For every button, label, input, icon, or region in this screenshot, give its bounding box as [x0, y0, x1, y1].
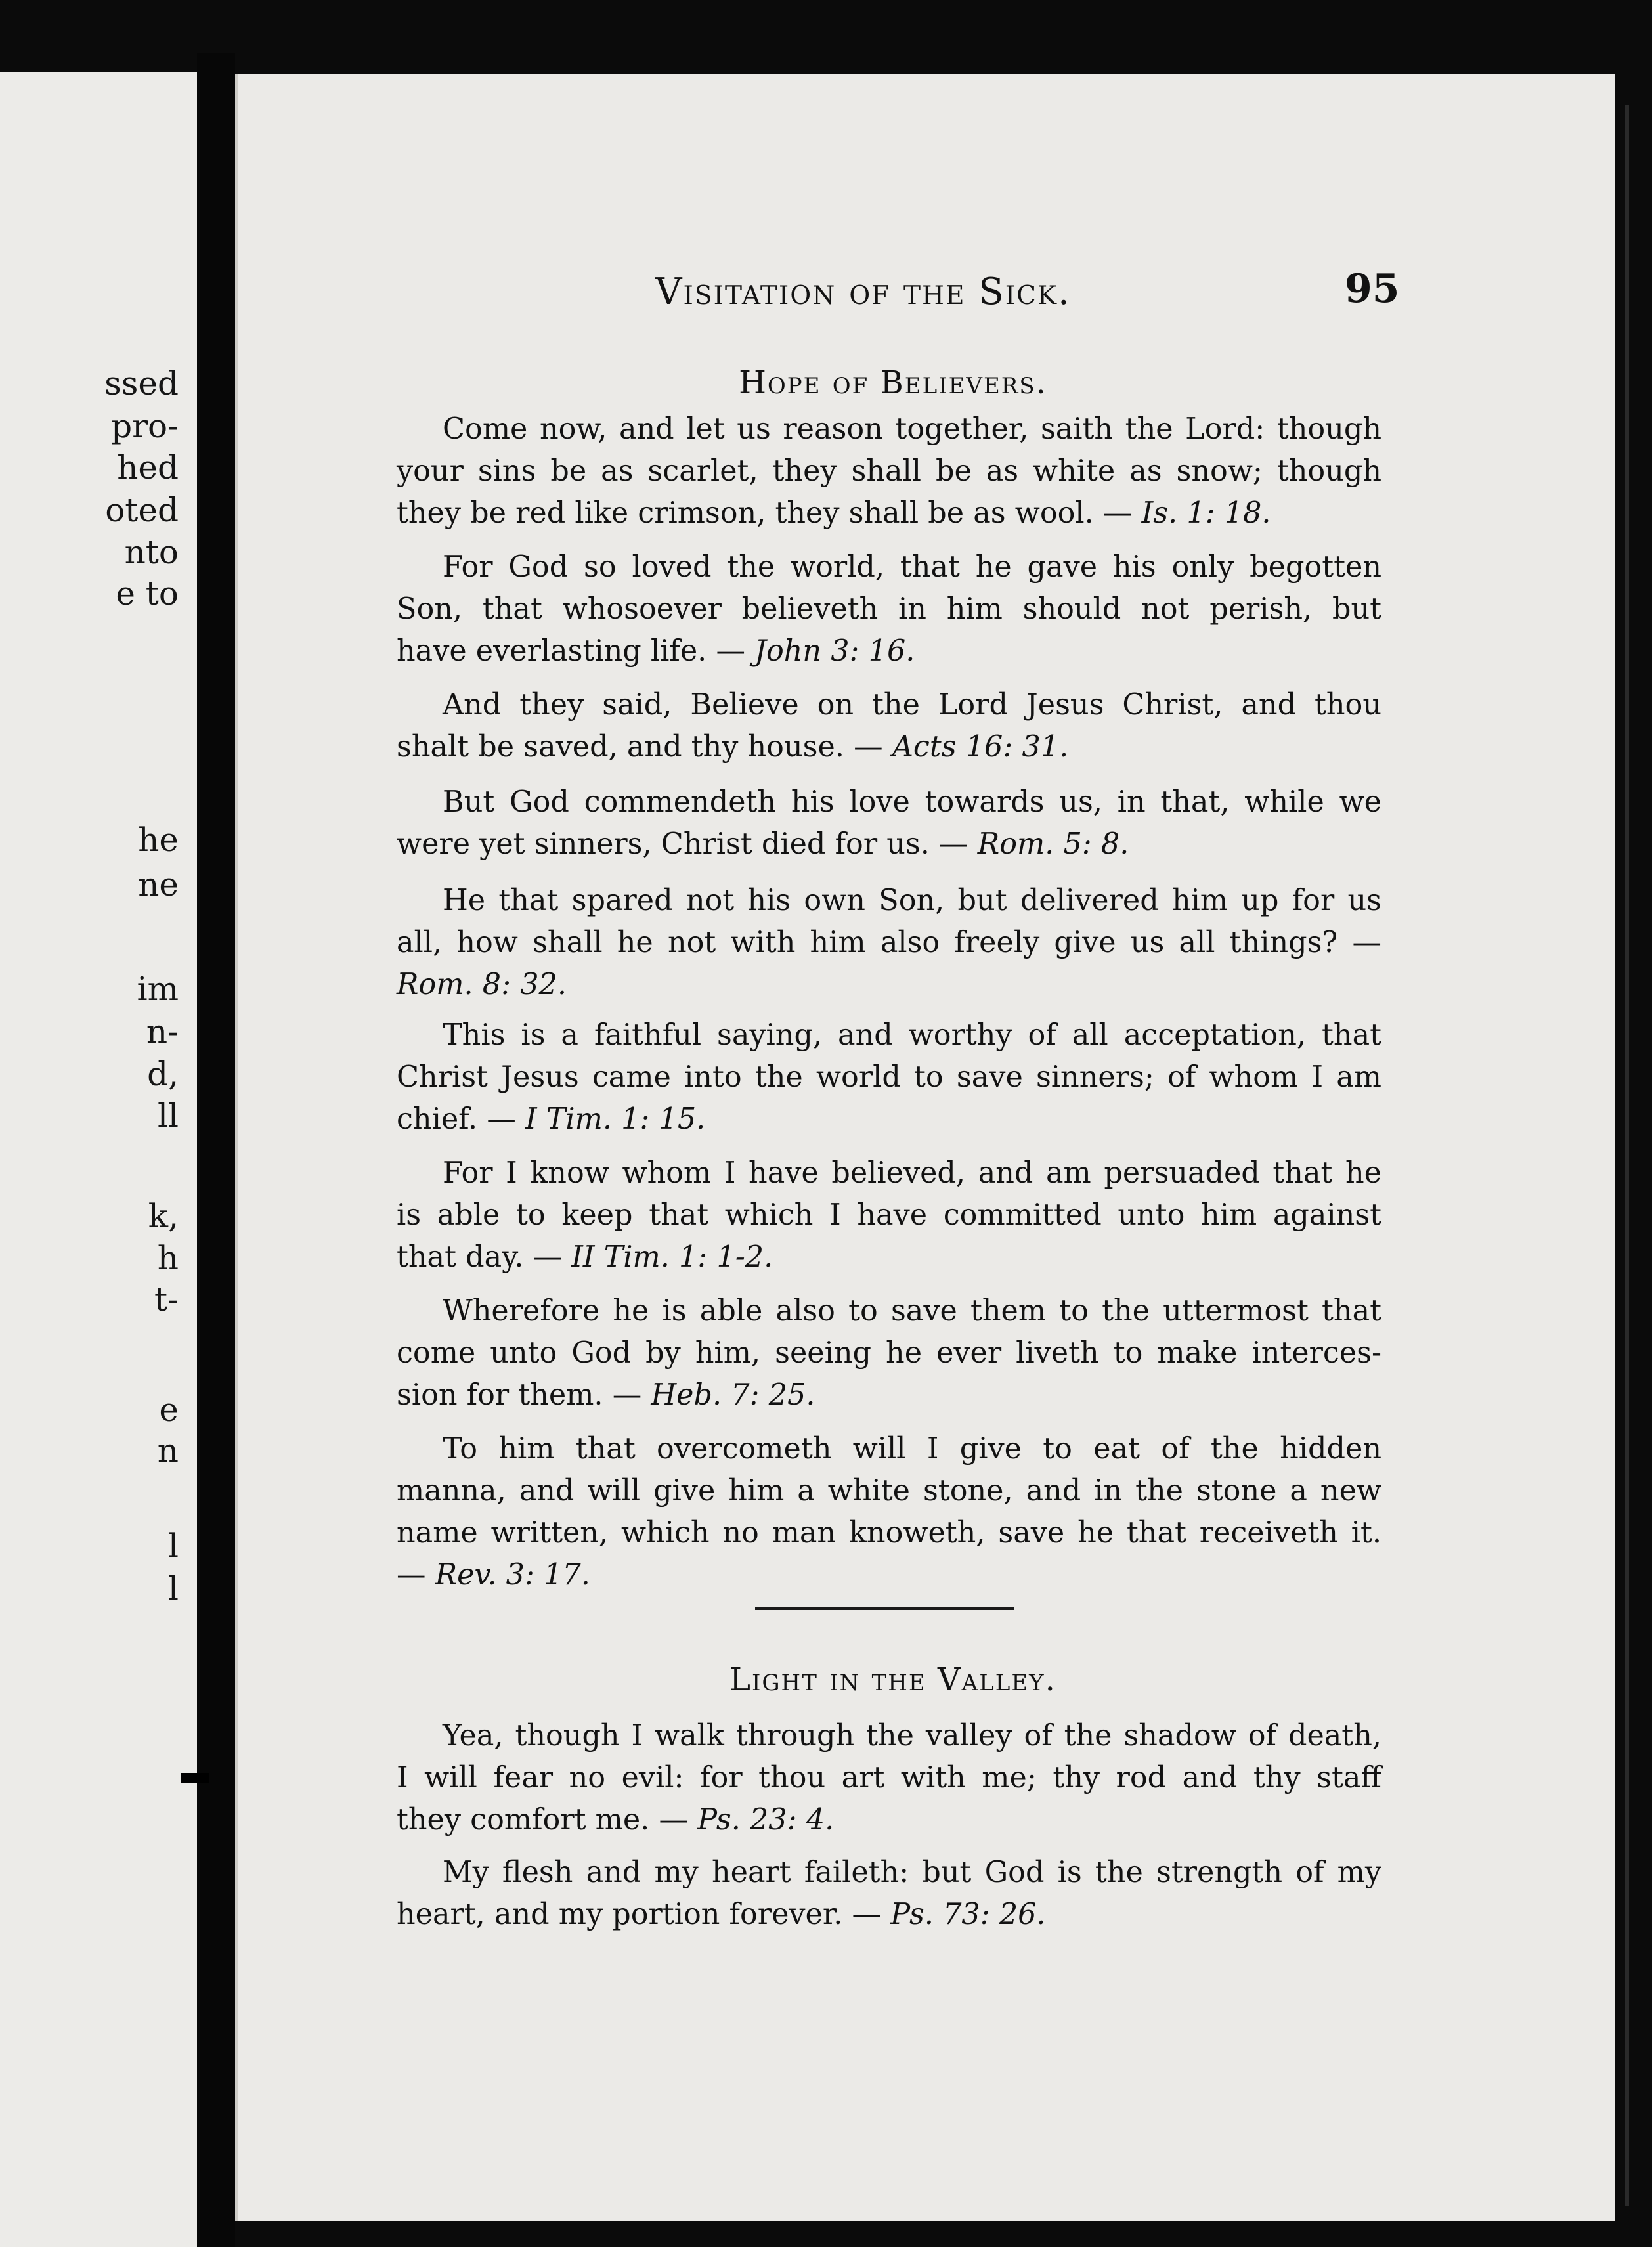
verse	[397, 408, 1381, 534]
left-page-fragment-text: im	[137, 970, 179, 1008]
verse	[397, 684, 1381, 768]
page-number: 95	[1345, 266, 1400, 312]
verse-text: is able to keep that which I have committed unto him against	[397, 1198, 1381, 1232]
verse-text: He that spared not his own Son, but delivered him up for us	[443, 884, 1381, 917]
scripture-reference: Is. 1: 18.	[1141, 496, 1271, 530]
verse-line	[397, 408, 1381, 450]
verse-line	[397, 492, 1381, 534]
verse	[397, 781, 1381, 865]
left-page-fragment-text: ll	[158, 1097, 179, 1135]
scripture-reference: John 3: 16.	[754, 634, 915, 668]
verse-text: chief. —	[397, 1102, 516, 1136]
verse-line	[397, 1014, 1381, 1057]
verse	[397, 546, 1381, 672]
left-page-fragment-text: h	[157, 1239, 179, 1277]
verse-line	[397, 1374, 1381, 1416]
verse-line	[397, 880, 1381, 922]
verse-line	[397, 684, 1381, 726]
verse-text: name written, which no man knoweth, save he that receiveth it.	[397, 1516, 1381, 1550]
section-title-light: Light in the Valley.	[729, 1661, 1056, 1698]
verse	[397, 880, 1381, 1006]
scripture-reference: Rom. 5: 8.	[977, 827, 1129, 861]
left-page-fragment-text: t-	[154, 1280, 179, 1319]
verse-line	[397, 588, 1381, 630]
verse-line	[397, 922, 1381, 964]
verse	[397, 1852, 1381, 1936]
page-edge-line	[1625, 105, 1629, 2206]
scripture-reference: Ps. 23: 4.	[697, 1803, 835, 1837]
verse-text: that day. —	[397, 1240, 563, 1274]
verse-text: your sins be as scarlet, they shall be as white as snow; though	[397, 454, 1381, 488]
verse-text: heart, and my portion forever. —	[397, 1898, 882, 1931]
verse-text: they be red like crimson, they shall be as wool. —	[397, 496, 1133, 530]
verse-line	[397, 1332, 1381, 1374]
verse-text: And they said, Believe on the Lord Jesus Christ, and thou	[443, 688, 1381, 722]
verse-text: Christ Jesus came into the world to save sinners; of whom I am	[397, 1060, 1381, 1094]
verse-text: To him that overcometh will I give to eat of the hidden	[443, 1432, 1381, 1466]
verse-line	[397, 823, 1381, 865]
scripture-reference: I Tim. 1: 15.	[525, 1102, 706, 1136]
scripture-reference: Acts 16: 31.	[892, 730, 1069, 764]
verse-text: For God so loved the world, that he gave his only begotten	[443, 550, 1381, 584]
verse-line	[397, 546, 1381, 588]
verse-text: were yet sinners, Christ died for us. —	[397, 827, 968, 861]
left-page-fragment-text: l	[168, 1569, 179, 1607]
verse	[397, 1428, 1381, 1596]
verse-text: they comfort me. —	[397, 1803, 688, 1837]
verse-text: But God commendeth his love towards us, in that, while we	[443, 785, 1381, 819]
verse-text: I will fear no evil: for thou art with me; thy rod and thy staff	[397, 1761, 1381, 1795]
left-page-fragment-text: l	[168, 1527, 179, 1565]
verse-line	[397, 1194, 1381, 1236]
section-title-hope: Hope of Believers.	[739, 364, 1047, 401]
scripture-reference: II Tim. 1: 1-2.	[571, 1240, 773, 1274]
verse-line	[397, 450, 1381, 492]
verse-line	[397, 781, 1381, 823]
gutter-mark	[181, 1773, 209, 1783]
book-gutter	[197, 53, 235, 2247]
verse	[397, 1715, 1381, 1841]
verse-text: Yea, though I walk through the valley of the shadow of death,	[443, 1719, 1381, 1753]
left-page-fragment-text: hed	[117, 448, 179, 487]
verse-text: have everlasting life. —	[397, 634, 745, 668]
verse-text: all, how shall he not with him also freely give us all things? —	[397, 926, 1381, 959]
left-page-fragment	[0, 72, 197, 2247]
left-page-fragment-text: n-	[146, 1013, 179, 1051]
verse	[397, 1152, 1381, 1278]
verse-line	[397, 1512, 1381, 1554]
scripture-reference: Rom. 8: 32.	[397, 968, 567, 1001]
running-title: Visitation of the Sick.	[655, 271, 1071, 313]
left-page-fragment-text: pro-	[111, 407, 179, 445]
left-page-fragment-text: oted	[105, 491, 179, 529]
verse-line	[397, 1057, 1381, 1099]
verse-line	[397, 1852, 1381, 1894]
verse-line	[397, 1799, 1381, 1841]
verse-text: shalt be saved, and thy house. —	[397, 730, 883, 764]
verse-line	[397, 726, 1381, 768]
verse-line	[397, 1470, 1381, 1512]
left-page-fragment-text: he	[138, 821, 179, 859]
verse-line	[397, 1236, 1381, 1278]
verse-text: manna, and will give him a white stone, and in the stone a new	[397, 1474, 1381, 1508]
verse-line	[397, 1715, 1381, 1757]
left-page-fragment-text: e	[159, 1391, 179, 1429]
verse-line	[397, 1894, 1381, 1936]
section-divider	[755, 1607, 1014, 1610]
verse-text: sion for them. —	[397, 1378, 642, 1412]
left-page-fragment-text: nto	[124, 533, 179, 571]
verse-text: Son, that whosoever believeth in him should not perish, but	[397, 592, 1381, 626]
left-page-fragment-text: e to	[116, 575, 179, 613]
verse	[397, 1014, 1381, 1141]
verse-text: Wherefore he is able also to save them to the uttermost that	[443, 1294, 1381, 1328]
verse-line	[397, 1757, 1381, 1799]
page-edge	[1615, 74, 1652, 2247]
scripture-reference: Ps. 73: 26.	[890, 1898, 1046, 1931]
left-page-fragment-text: ne	[138, 865, 179, 904]
verse-text: —	[397, 1558, 426, 1592]
verse-line	[397, 1099, 1381, 1141]
verse	[397, 1290, 1381, 1416]
verse-text: My flesh and my heart faileth: but God is the strength of my	[443, 1856, 1381, 1889]
left-page-fragment-text: n	[157, 1431, 179, 1470]
verse-line	[397, 964, 1381, 1006]
verse-text: Come now, and let us reason together, saith the Lord: though	[443, 412, 1381, 446]
left-page-fragment-text: ssed	[104, 364, 179, 403]
verse-text: For I know whom I have believed, and am persuaded that he	[443, 1156, 1381, 1190]
verse-text: come unto God by him, seeing he ever liveth to make interces-	[397, 1336, 1381, 1370]
verse-text: This is a faithful saying, and worthy of all acceptation, that	[443, 1018, 1381, 1052]
verse-line	[397, 1554, 1381, 1596]
scripture-reference: Rev. 3: 17.	[435, 1558, 590, 1592]
verse-line	[397, 1428, 1381, 1470]
verse-line	[397, 630, 1381, 672]
left-page-fragment-text: k,	[148, 1197, 179, 1235]
verse-line	[397, 1152, 1381, 1194]
left-page-fragment-text: d,	[147, 1055, 179, 1093]
scripture-reference: Heb. 7: 25.	[651, 1378, 815, 1412]
verse-line	[397, 1290, 1381, 1332]
